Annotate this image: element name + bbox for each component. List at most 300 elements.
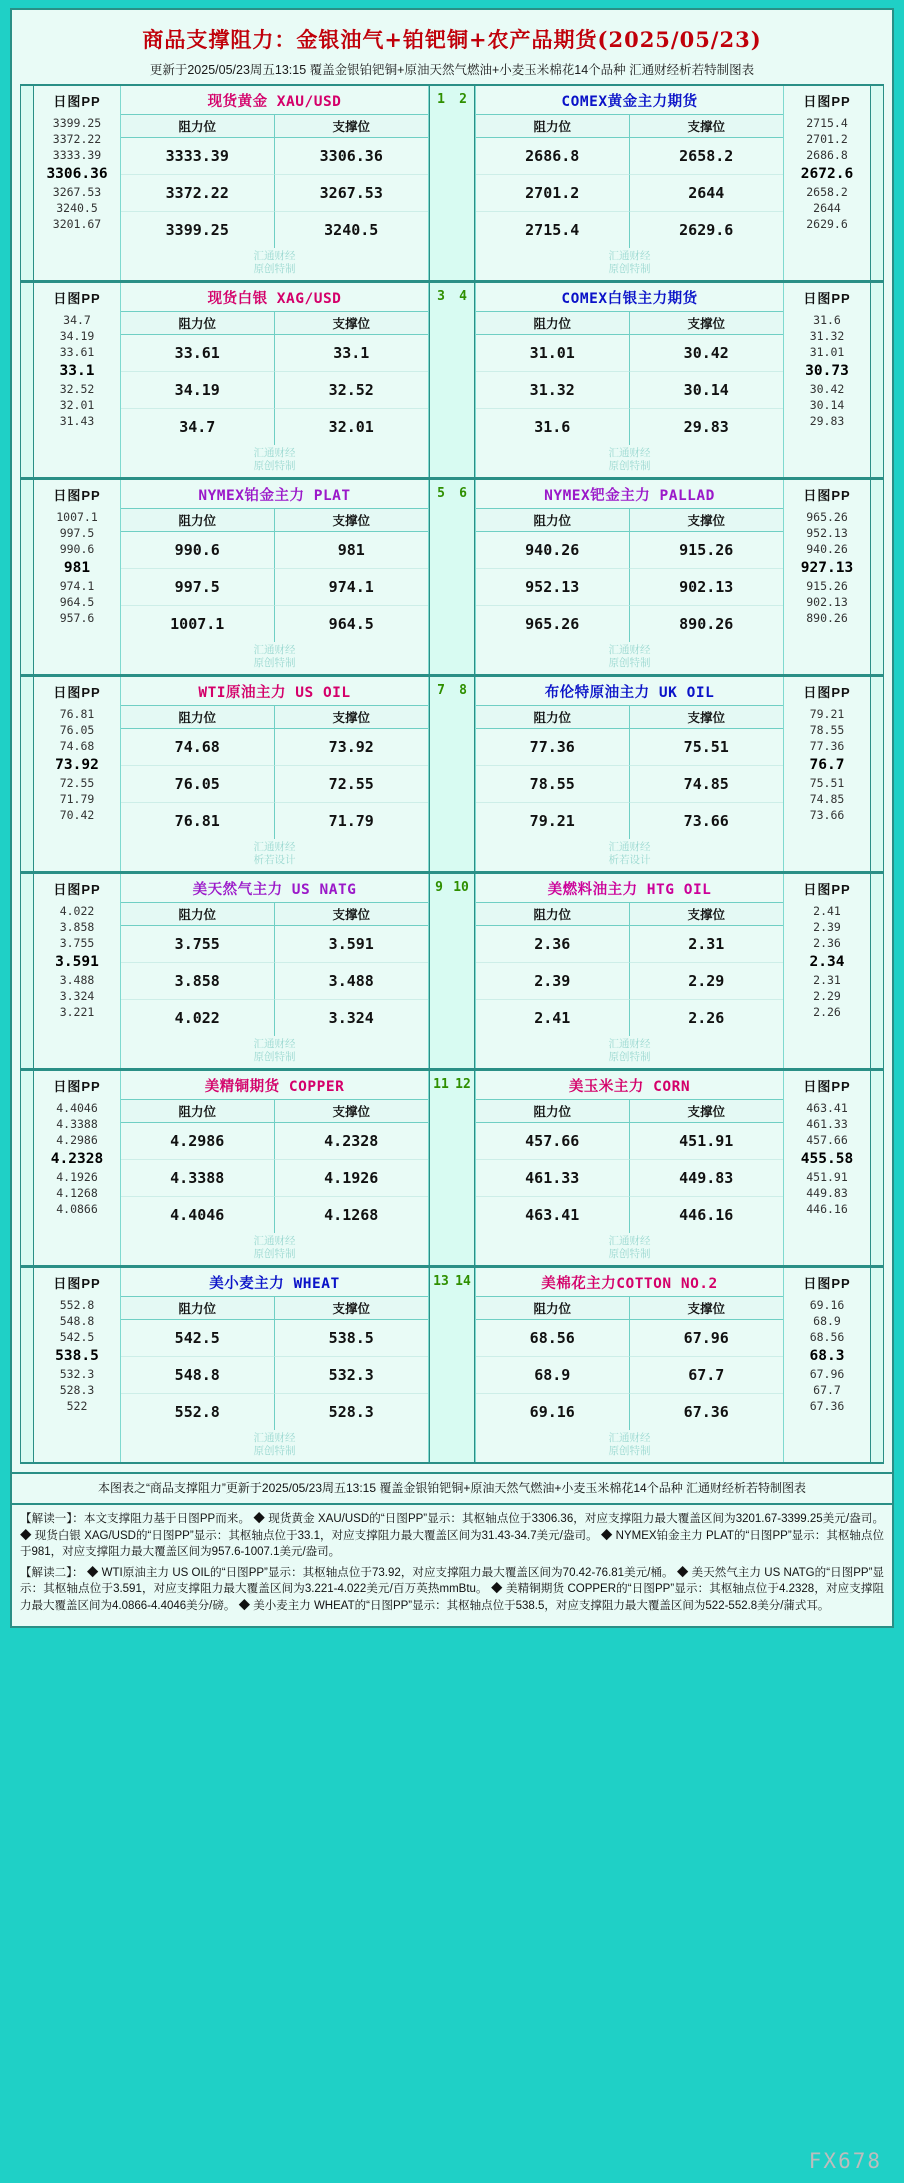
- resistance-cell: 31.01: [476, 335, 630, 372]
- footer-note: 本图表之“商品支撑阻力”更新于2025/05/23周五13:15 覆盖金银铂钯铜+原油天然气燃油+小麦玉米棉花14个品种 汇通财经析若特制图表: [10, 1474, 894, 1505]
- pp-pivot-value: 2672.6: [800, 165, 854, 182]
- instrument-panel: [120, 874, 429, 1068]
- chart-sheet: [10, 8, 894, 1474]
- watermark-line-1: 汇通财经: [608, 644, 651, 656]
- watermark: [121, 445, 428, 477]
- instrument-title: 美玉米主力 CORN: [568, 1079, 691, 1095]
- support-cell: 71.79: [328, 812, 374, 830]
- instrument-block-row: [20, 1069, 884, 1266]
- support-header: 支撑位: [630, 311, 784, 335]
- resistance-header: 阻力位: [476, 114, 630, 138]
- levels-grid: [476, 1296, 783, 1462]
- resistance-cell: 548.8: [121, 1357, 275, 1394]
- resistance-cell: 76.81: [121, 803, 275, 839]
- pp-value: 3.858: [59, 920, 95, 935]
- block-index-right: 10: [453, 880, 469, 895]
- pp-value: 990.6: [59, 542, 95, 557]
- pp-column-header: 日图PP: [803, 291, 851, 306]
- pp-value: 67.36: [809, 1399, 845, 1414]
- pp-value: 552.8: [59, 1298, 95, 1312]
- resistance-header: 阻力位: [121, 508, 275, 532]
- pp-value: 457.66: [806, 1133, 848, 1148]
- support-header: 支撑位: [630, 1296, 784, 1320]
- watermark: [121, 248, 428, 280]
- pp-column: [784, 283, 870, 477]
- support-header: 支撑位: [275, 1296, 429, 1320]
- pp-value: 76.81: [59, 707, 95, 721]
- support-cell: 67.96: [630, 1320, 784, 1357]
- instrument-block-row: [20, 872, 884, 1069]
- pp-pivot-value: 3.591: [55, 953, 99, 970]
- resistance-cell: 2.39: [476, 963, 630, 1000]
- block-edge-right: [870, 480, 884, 674]
- instrument-panel: [475, 86, 784, 280]
- support-cell: 67.7: [630, 1357, 784, 1394]
- resistance-cell: 463.41: [476, 1197, 630, 1233]
- instrument-panel: [120, 480, 429, 674]
- support-cell: 974.1: [275, 569, 429, 606]
- pp-column: [784, 677, 870, 871]
- support-header: 支撑位: [630, 705, 784, 729]
- pp-value: 30.14: [809, 397, 845, 412]
- pp-value: 2.36: [813, 936, 841, 951]
- support-header: 支撑位: [630, 1099, 784, 1123]
- watermark-line-1: 汇通财经: [253, 1432, 296, 1444]
- pp-column: [784, 1268, 870, 1462]
- block-index-left: 5: [437, 486, 445, 501]
- pp-column: [34, 86, 120, 280]
- pp-column-header: 日图PP: [803, 1276, 851, 1291]
- block-index-left: 9: [435, 880, 443, 895]
- pp-value: 4.0866: [56, 1202, 98, 1217]
- resistance-cell: 3372.22: [121, 175, 275, 212]
- pp-value: 2658.2: [806, 184, 848, 199]
- resistance-cell: 3.755: [121, 926, 275, 963]
- block-edge-left: [20, 874, 34, 1068]
- support-header: 支撑位: [275, 508, 429, 532]
- resistance-cell: 4.2986: [121, 1123, 275, 1160]
- instrument-half-right: [475, 480, 870, 674]
- watermark-line-1: 汇通财经: [608, 447, 651, 459]
- block-index-column: [429, 86, 475, 280]
- resistance-header: 阻力位: [121, 114, 275, 138]
- instrument-panel: [475, 480, 784, 674]
- watermark: [476, 1233, 783, 1265]
- support-cell: 3306.36: [275, 138, 429, 175]
- levels-grid: [121, 508, 428, 674]
- support-header: 支撑位: [630, 114, 784, 138]
- support-header: 支撑位: [275, 311, 429, 335]
- watermark-line-1: 汇通财经: [608, 841, 651, 853]
- levels-grid: [476, 311, 783, 477]
- support-cell: 4.1268: [324, 1206, 379, 1224]
- block-edge-right: [870, 1071, 884, 1265]
- block-index-left: 1: [437, 92, 445, 107]
- levels-grid: [121, 311, 428, 477]
- pp-pivot-value: 30.73: [805, 362, 849, 379]
- pp-column-header: 日图PP: [53, 1276, 101, 1291]
- pp-value: 71.79: [59, 791, 95, 806]
- pp-column-header: 日图PP: [803, 488, 851, 503]
- watermark: [476, 445, 783, 477]
- resistance-cell: 4.3388: [121, 1160, 275, 1197]
- resistance-header: 阻力位: [121, 705, 275, 729]
- block-index-numbers: [430, 1268, 474, 1289]
- pp-value: 3267.53: [52, 184, 102, 199]
- pp-value: 31.01: [809, 345, 845, 360]
- resistance-cell: 77.36: [476, 729, 630, 766]
- pp-value: 34.7: [63, 313, 91, 327]
- instrument-title: 美小麦主力 WHEAT: [209, 1276, 340, 1292]
- pp-value: 542.5: [59, 1330, 95, 1345]
- pp-pivot-value: 455.58: [800, 1150, 854, 1167]
- instrument-half-right: [475, 874, 870, 1068]
- block-index-column: [429, 677, 475, 871]
- levels-grid: [476, 114, 783, 280]
- block-edge-left: [20, 480, 34, 674]
- watermark-line-2: 原创特制: [253, 1445, 296, 1457]
- pp-value: 522: [66, 1399, 88, 1414]
- pp-value: 73.66: [809, 808, 845, 823]
- block-index-numbers: [430, 480, 474, 501]
- pp-value: 70.42: [59, 808, 95, 823]
- resistance-cell: 78.55: [476, 766, 630, 803]
- support-cell: 964.5: [328, 615, 374, 633]
- pp-column: [784, 480, 870, 674]
- pp-value: 4.2986: [56, 1133, 98, 1148]
- block-index-numbers: [430, 86, 474, 107]
- pp-column: [34, 1268, 120, 1462]
- pp-value: 974.1: [59, 578, 95, 593]
- support-header: 支撑位: [275, 705, 429, 729]
- pp-column-header: 日图PP: [803, 685, 851, 700]
- instrument-half-left: [34, 480, 429, 674]
- watermark-line-1: 汇通财经: [253, 644, 296, 656]
- pp-column: [784, 86, 870, 280]
- instrument-block-row: [20, 84, 884, 281]
- levels-grid: [121, 114, 428, 280]
- levels-grid: [121, 902, 428, 1068]
- resistance-cell: 33.61: [121, 335, 275, 372]
- pp-column: [34, 480, 120, 674]
- block-edge-left: [20, 86, 34, 280]
- pp-value: 915.26: [806, 578, 848, 593]
- support-header: 支撑位: [630, 902, 784, 926]
- watermark-line-2: 原创特制: [253, 657, 296, 669]
- instrument-half-right: [475, 1071, 870, 1265]
- support-cell: 2.29: [630, 963, 784, 1000]
- watermark-line-1: 汇通财经: [608, 250, 651, 262]
- resistance-header: 阻力位: [476, 1099, 630, 1123]
- watermark: [121, 1233, 428, 1265]
- pp-pivot-value: 4.2328: [50, 1150, 104, 1167]
- pp-value: 69.16: [809, 1298, 845, 1312]
- resistance-cell: 552.8: [121, 1394, 275, 1430]
- resistance-header: 阻力位: [476, 508, 630, 532]
- resistance-cell: 74.68: [121, 729, 275, 766]
- instrument-title: NYMEX钯金主力 PALLAD: [544, 488, 715, 504]
- pp-pivot-value: 927.13: [800, 559, 854, 576]
- watermark-line-2: 原创特制: [608, 460, 651, 472]
- resistance-header: 阻力位: [121, 311, 275, 335]
- pp-value: 2629.6: [806, 217, 848, 232]
- instrument-half-left: [34, 1268, 429, 1462]
- block-edge-right: [870, 283, 884, 477]
- support-cell: 75.51: [630, 729, 784, 766]
- support-cell: 30.42: [630, 335, 784, 372]
- resistance-cell: 3333.39: [121, 138, 275, 175]
- instrument-title: 布伦特原油主力 UK OIL: [544, 685, 715, 701]
- instrument-block-row: [20, 1266, 884, 1464]
- instrument-panel: [120, 283, 429, 477]
- resistance-cell: 4.022: [121, 1000, 275, 1036]
- resistance-cell: 952.13: [476, 569, 630, 606]
- pp-value: 76.05: [59, 723, 95, 738]
- reading-note-2: 【解读二】： ◆ WTI原油主力 US OIL的“日图PP”显示：其枢轴点位于73.92，对应支撑阻力最大覆盖区间为70.42-76.81美元/桶。 ◆ 美天然气主力 US NATG的“日图PP”显示：其枢轴点位于3.591，对应支撑阻力最大覆盖区间为3.221-4.022美元/百万英热mmBtu。 ◆ 美精铜期货 COPPER的“日图PP”显示：其枢轴点位于4.2328，对应支撑阻力最大覆盖区间为4.0866-4.4046美分/磅。 ◆ 美小麦主力 WHEAT的“日图PP”显示：其枢轴点位于538.5，对应支撑阻力最大覆盖区间为522-552.8美分/蒲式耳。: [20, 1566, 884, 1612]
- support-cell: 74.85: [630, 766, 784, 803]
- levels-grid: [121, 1099, 428, 1265]
- pp-value: 31.6: [813, 313, 841, 327]
- support-cell: 2.31: [630, 926, 784, 963]
- block-index-left: 3: [437, 289, 445, 304]
- resistance-cell: 457.66: [476, 1123, 630, 1160]
- pp-value: 528.3: [59, 1382, 95, 1397]
- block-index-column: [429, 1268, 475, 1462]
- block-index-right: 14: [455, 1274, 471, 1289]
- instrument-half-left: [34, 874, 429, 1068]
- pp-value: 31.43: [59, 414, 95, 429]
- resistance-cell: 997.5: [121, 569, 275, 606]
- resistance-cell: 3399.25: [121, 212, 275, 248]
- pp-value: 29.83: [809, 414, 845, 429]
- pp-value: 965.26: [806, 510, 848, 524]
- resistance-cell: 2701.2: [476, 175, 630, 212]
- instrument-block-row: [20, 675, 884, 872]
- block-edge-left: [20, 677, 34, 871]
- pp-value: 1007.1: [56, 510, 98, 524]
- instrument-title: WTI原油主力 US OIL: [198, 685, 351, 701]
- watermark-line-2: 析若设计: [608, 854, 651, 866]
- instrument-title: 美精铜期货 COPPER: [204, 1079, 345, 1095]
- watermark: [476, 1430, 783, 1462]
- instrument-title: NYMEX铂金主力 PLAT: [198, 488, 351, 504]
- pp-pivot-value: 76.7: [809, 756, 845, 773]
- reading-note-1: 【解读一】：本文支撑阻力基于日图PP而来。 ◆ 现货黄金 XAU/USD的“日图PP”显示：其枢轴点位于3306.36，对应支撑阻力最大覆盖区间为3201.67-3399.25美元/盎司。 ◆ 现货白银 XAG/USD的“日图PP”显示：其枢轴点位于33.1，对应支撑阻力最大覆盖区间为31.43-34.7美元/盎司。 ◆ NYMEX铂金主力 PLAT的“日图PP”显示：其枢轴点位于981，对应支撑阻力最大覆盖区间为957.6-1007.1美元/盎司。: [20, 1513, 884, 1558]
- block-edge-right: [870, 1268, 884, 1462]
- resistance-cell: 990.6: [121, 532, 275, 569]
- instrument-panel: [475, 283, 784, 477]
- instrument-title: 美天然气主力 US NATG: [192, 882, 357, 898]
- watermark-line-2: 原创特制: [608, 657, 651, 669]
- instrument-half-left: [34, 677, 429, 871]
- block-edge-right: [870, 874, 884, 1068]
- instrument-title: 现货黄金 XAU/USD: [207, 94, 342, 110]
- instrument-panel: [475, 1071, 784, 1265]
- pp-value: 2701.2: [806, 132, 848, 147]
- support-cell: 67.36: [683, 1403, 729, 1421]
- watermark: [121, 1036, 428, 1068]
- support-cell: 33.1: [275, 335, 429, 372]
- pp-value: 4.022: [59, 904, 95, 918]
- instrument-half-left: [34, 283, 429, 477]
- levels-grid: [121, 705, 428, 871]
- instrument-panel: [475, 1268, 784, 1462]
- support-cell: 32.52: [275, 372, 429, 409]
- pp-pivot-value: 73.92: [55, 756, 99, 773]
- instrument-half-left: [34, 86, 429, 280]
- levels-grid: [121, 1296, 428, 1462]
- pp-value: 461.33: [806, 1117, 848, 1132]
- resistance-cell: 1007.1: [121, 606, 275, 642]
- pp-value: 997.5: [59, 526, 95, 541]
- pp-value: 78.55: [809, 723, 845, 738]
- pp-column-header: 日图PP: [803, 1079, 851, 1094]
- block-index-right: 4: [459, 289, 467, 304]
- support-header: 支撑位: [275, 114, 429, 138]
- pp-value: 463.41: [806, 1101, 848, 1115]
- pp-value: 952.13: [806, 526, 848, 541]
- block-index-left: 13: [433, 1274, 449, 1289]
- support-cell: 538.5: [275, 1320, 429, 1357]
- pp-value: 68.9: [813, 1314, 841, 1329]
- support-cell: 528.3: [328, 1403, 374, 1421]
- block-index-numbers: [430, 677, 474, 698]
- support-cell: 32.01: [328, 418, 374, 436]
- levels-grid: [476, 902, 783, 1068]
- instrument-panel: [120, 86, 429, 280]
- watermark-line-1: 汇通财经: [253, 841, 296, 853]
- instrument-panel: [120, 1071, 429, 1265]
- watermark-line-1: 汇通财经: [253, 1038, 296, 1050]
- pp-column-header: 日图PP: [53, 882, 101, 897]
- watermark: [121, 839, 428, 871]
- blocks-container: [20, 84, 884, 1464]
- block-index-column: [429, 874, 475, 1068]
- instrument-block-row: [20, 478, 884, 675]
- support-cell: 3267.53: [275, 175, 429, 212]
- block-index-right: 8: [459, 683, 467, 698]
- resistance-cell: 461.33: [476, 1160, 630, 1197]
- pp-value: 31.32: [809, 329, 845, 344]
- resistance-cell: 34.7: [121, 409, 275, 445]
- block-index-numbers: [430, 874, 474, 895]
- pp-value: 532.3: [59, 1366, 95, 1381]
- resistance-cell: 69.16: [476, 1394, 630, 1430]
- block-index-right: 2: [459, 92, 467, 107]
- instrument-title: 美棉花主力COTTON NO.2: [541, 1276, 718, 1292]
- resistance-cell: 68.56: [476, 1320, 630, 1357]
- resistance-cell: 34.19: [121, 372, 275, 409]
- instrument-title: COMEX黄金主力期货: [561, 94, 698, 110]
- watermark: [476, 839, 783, 871]
- resistance-cell: 79.21: [476, 803, 630, 839]
- reading-notes: [10, 1505, 894, 1628]
- pp-pivot-value: 2.34: [809, 953, 845, 970]
- support-cell: 451.91: [630, 1123, 784, 1160]
- support-header: 支撑位: [275, 1099, 429, 1123]
- resistance-header: 阻力位: [476, 705, 630, 729]
- watermark-line-1: 汇通财经: [608, 1432, 651, 1444]
- instrument-half-left: [34, 1071, 429, 1265]
- support-cell: 3.488: [275, 963, 429, 1000]
- resistance-cell: 31.32: [476, 372, 630, 409]
- pp-pivot-value: 33.1: [59, 362, 95, 379]
- pp-value: 2715.4: [806, 116, 848, 130]
- resistance-cell: 2.36: [476, 926, 630, 963]
- pp-value: 3201.67: [52, 217, 102, 232]
- resistance-cell: 965.26: [476, 606, 630, 642]
- pp-pivot-value: 68.3: [809, 1347, 845, 1364]
- watermark-line-2: 原创特制: [608, 1445, 651, 1457]
- resistance-header: 阻力位: [476, 1296, 630, 1320]
- support-cell: 890.26: [679, 615, 734, 633]
- pp-column-header: 日图PP: [803, 94, 851, 109]
- page-subtitle: 更新于2025/05/23周五13:15 覆盖金银铂钯铜+原油天然气燃油+小麦玉米棉花14个品种 汇通财经析若特制图表: [149, 63, 755, 77]
- instrument-panel: [475, 874, 784, 1068]
- pp-value: 2.29: [813, 988, 841, 1003]
- support-cell: 902.13: [630, 569, 784, 606]
- block-edge-right: [870, 86, 884, 280]
- pp-value: 3.755: [59, 936, 95, 951]
- pp-value: 77.36: [809, 739, 845, 754]
- pp-value: 902.13: [806, 594, 848, 609]
- watermark-line-2: 原创特制: [608, 263, 651, 275]
- instrument-half-right: [475, 283, 870, 477]
- pp-column-header: 日图PP: [803, 882, 851, 897]
- support-cell: 981: [275, 532, 429, 569]
- support-cell: 73.66: [683, 812, 729, 830]
- support-header: 支撑位: [275, 902, 429, 926]
- watermark: [121, 642, 428, 674]
- pp-value: 34.19: [59, 329, 95, 344]
- pp-value: 74.85: [809, 791, 845, 806]
- resistance-cell: 4.4046: [121, 1197, 275, 1233]
- pp-column-header: 日图PP: [53, 685, 101, 700]
- instrument-half-right: [475, 677, 870, 871]
- pp-column: [784, 874, 870, 1068]
- pp-pivot-value: 981: [63, 559, 91, 576]
- pp-value: 2644: [813, 200, 841, 215]
- pp-value: 3333.39: [52, 148, 102, 163]
- pp-value: 2686.8: [806, 148, 848, 163]
- block-index-numbers: [430, 283, 474, 304]
- pp-value: 3372.22: [52, 132, 102, 147]
- resistance-cell: 2686.8: [476, 138, 630, 175]
- watermark-line-1: 汇通财经: [253, 250, 296, 262]
- pp-value: 3.488: [59, 972, 95, 987]
- support-cell: 446.16: [679, 1206, 734, 1224]
- resistance-cell: 940.26: [476, 532, 630, 569]
- instrument-panel: [475, 677, 784, 871]
- watermark-line-1: 汇通财经: [608, 1235, 651, 1247]
- resistance-cell: 542.5: [121, 1320, 275, 1357]
- resistance-cell: 3.858: [121, 963, 275, 1000]
- pp-value: 548.8: [59, 1314, 95, 1329]
- watermark-line-2: 原创特制: [608, 1248, 651, 1260]
- pp-column: [784, 1071, 870, 1265]
- pp-value: 75.51: [809, 775, 845, 790]
- pp-column: [34, 1071, 120, 1265]
- pp-column: [34, 283, 120, 477]
- resistance-cell: 2.41: [476, 1000, 630, 1036]
- resistance-header: 阻力位: [476, 902, 630, 926]
- support-cell: 29.83: [683, 418, 729, 436]
- pp-column: [34, 874, 120, 1068]
- support-cell: 2658.2: [630, 138, 784, 175]
- support-header: 支撑位: [630, 508, 784, 532]
- pp-column-header: 日图PP: [53, 94, 101, 109]
- pp-column-header: 日图PP: [53, 1079, 101, 1094]
